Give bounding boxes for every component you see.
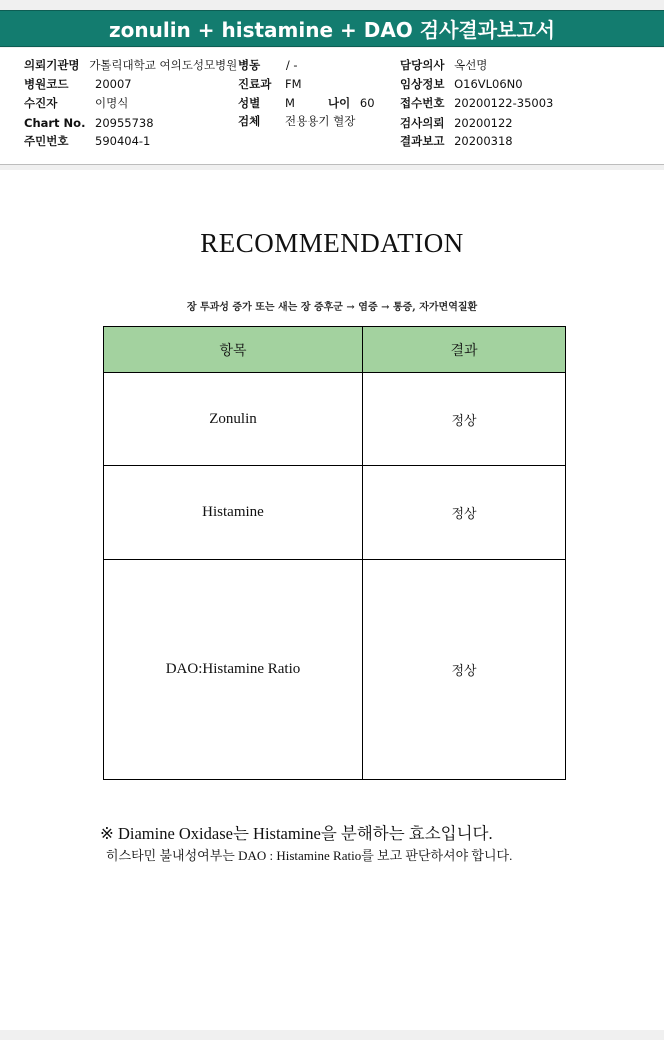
institution-label: 의뢰기관명 xyxy=(24,58,80,72)
doctor-value: 옥선명 xyxy=(454,58,488,72)
clinical-info-label: 임상정보 xyxy=(400,77,445,91)
age-row xyxy=(328,96,375,110)
sex-value: M xyxy=(285,96,295,110)
hospital-code-value: 20007 xyxy=(95,77,132,91)
report-title: zonulin + histamine + DAO 검사결과보고서 xyxy=(0,10,664,47)
bottom-margin xyxy=(0,1030,664,1040)
request-date-row xyxy=(400,116,513,130)
histamine-intolerance-note: 히스타민 불내성여부는 DAO : Histamine Ratio를 보고 판단하셔야 합니다. xyxy=(106,848,513,863)
hospital-code-row xyxy=(24,77,132,91)
hospital-code-label: 병원코드 xyxy=(24,77,69,91)
ward-value: / - xyxy=(285,58,298,72)
table-header-row xyxy=(104,327,566,373)
patient-row xyxy=(24,96,129,110)
table-row xyxy=(104,466,566,560)
request-date-label: 검사의뢰 xyxy=(400,116,445,130)
dao-note: ※ Diamine Oxidase는 Histamine을 분해하는 효소입니다. xyxy=(100,824,493,843)
patient-value: 이명식 xyxy=(95,96,129,110)
request-date-value: 20200122 xyxy=(454,116,513,130)
institution-value: 가톨릭대학교 여의도성모병원 xyxy=(89,58,238,72)
specimen-label: 검체 xyxy=(238,114,261,128)
doctor-label: 담당의사 xyxy=(400,58,445,72)
result-cell: 정상 xyxy=(363,560,566,780)
patient-label: 수진자 xyxy=(24,96,58,110)
resident-no-value: 590404-1 xyxy=(95,134,151,148)
receipt-no-row xyxy=(400,96,553,110)
table-row xyxy=(104,560,566,780)
results-table xyxy=(103,326,566,780)
age-label: 나이 xyxy=(328,96,351,110)
recommendation-title: RECOMMENDATION xyxy=(200,228,464,258)
ward-label: 병동 xyxy=(238,58,261,72)
resident-no-row xyxy=(24,134,151,148)
clinical-info-value: O16VL06N0 xyxy=(454,77,523,91)
resident-no-label: 주민번호 xyxy=(24,134,69,148)
department-label: 진료과 xyxy=(238,77,272,91)
header-result: 결과 xyxy=(363,327,566,373)
report-date-value: 20200318 xyxy=(454,134,513,148)
patient-info-panel xyxy=(0,48,664,165)
report-date-label: 결과보고 xyxy=(400,134,445,148)
receipt-no-value: 20200122-35003 xyxy=(454,96,554,110)
chart-no-label: Chart No. xyxy=(24,116,86,130)
item-cell: DAO:Histamine Ratio xyxy=(104,560,363,780)
report-date-row xyxy=(400,134,513,148)
chart-no-value: 20955738 xyxy=(95,116,154,130)
clinical-info-row xyxy=(400,77,523,91)
specimen-row xyxy=(238,114,356,128)
receipt-no-label: 접수번호 xyxy=(400,96,445,110)
specimen-value: 전용용기 혈장 xyxy=(285,114,356,128)
report-page xyxy=(0,170,664,1030)
ward-row xyxy=(238,58,298,72)
result-cell: 정상 xyxy=(363,373,566,466)
item-cell: Histamine xyxy=(104,466,363,560)
doctor-row xyxy=(400,58,487,72)
department-row xyxy=(238,77,302,91)
item-cell: Zonulin xyxy=(104,373,363,466)
header-item: 항목 xyxy=(104,327,363,373)
chart-no-row xyxy=(24,116,154,130)
sex-row xyxy=(238,96,295,110)
recommendation-subtitle: 장 투과성 증가 또는 새는 장 증후군 → 염증 → 통증, 자가면역질환 xyxy=(186,302,478,313)
table-row xyxy=(104,373,566,466)
sex-label: 성별 xyxy=(238,96,261,110)
department-value: FM xyxy=(285,77,302,91)
institution-row xyxy=(24,58,237,72)
result-cell: 정상 xyxy=(363,466,566,560)
age-value: 60 xyxy=(359,96,375,110)
